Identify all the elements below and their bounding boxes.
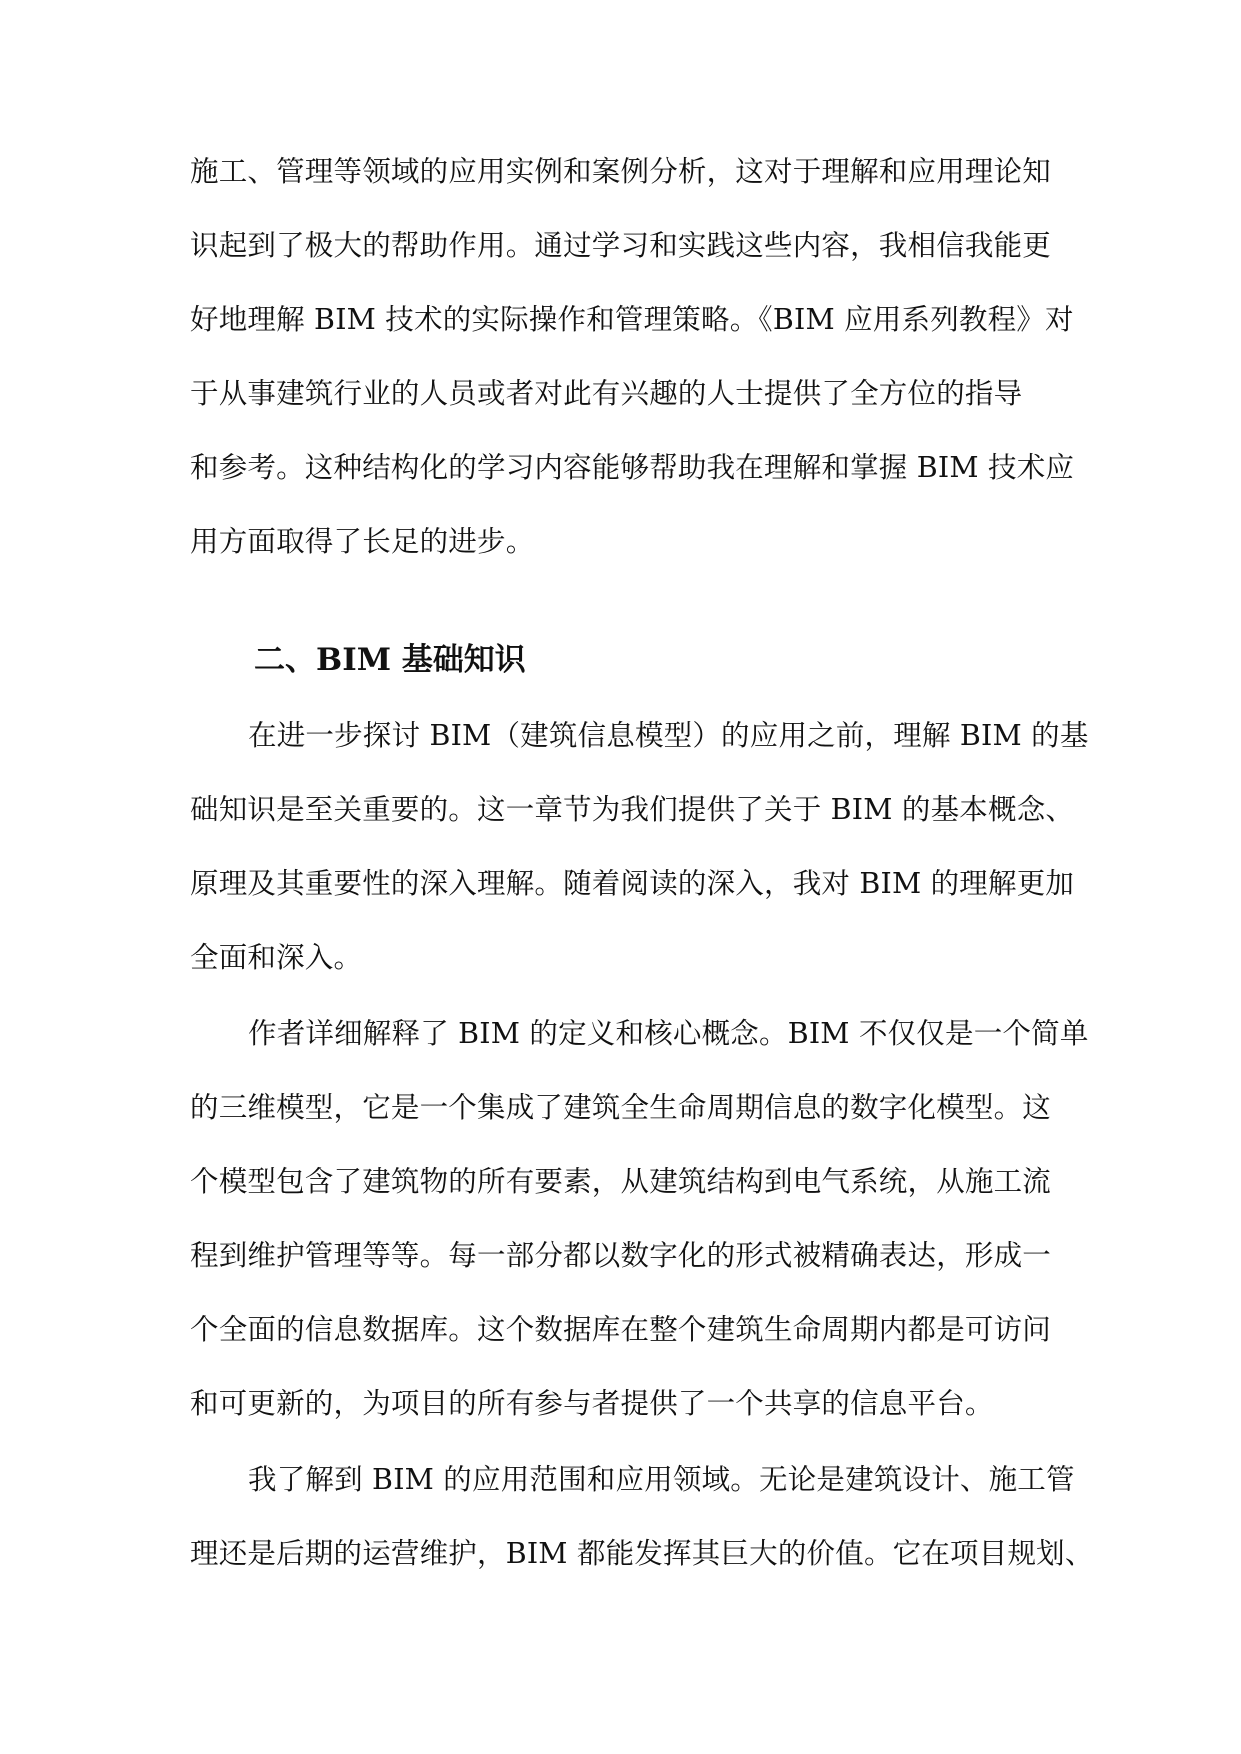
intro-line-5: 和参考。这种结构化的学习内容能够帮助我在理解和掌握 BIM 技术应	[190, 451, 1075, 484]
section-heading: 二、BIM 基础知识	[254, 642, 526, 678]
intro-line-6: 用方面取得了长足的进步。	[190, 525, 535, 558]
intro-line-3: 好地理解 BIM 技术的实际操作和管理策略。《BIM 应用系列教程》对	[190, 303, 1074, 336]
paragraph-2-line-3: 个模型包含了建筑物的所有要素，从建筑结构到电气系统，从施工流	[190, 1165, 1052, 1198]
paragraph-3-line-1: 我了解到 BIM 的应用范围和应用领域。无论是建筑设计、施工管	[248, 1463, 1075, 1496]
paragraph-2-line-5: 个全面的信息数据库。这个数据库在整个建筑生命周期内都是可访问	[190, 1313, 1052, 1346]
paragraph-2-line-6: 和可更新的，为项目的所有参与者提供了一个共享的信息平台。	[190, 1387, 994, 1420]
intro-line-1: 施工、管理等领域的应用实例和案例分析，这对于理解和应用理论知	[190, 155, 1052, 188]
paragraph-2-line-4: 程到维护管理等等。每一部分都以数字化的形式被精确表达，形成一	[190, 1239, 1052, 1272]
intro-line-4: 于从事建筑行业的人员或者对此有兴趣的人士提供了全方位的指导	[190, 377, 1023, 410]
paragraph-1-line-1: 在进一步探讨 BIM（建筑信息模型）的应用之前，理解 BIM 的基	[248, 719, 1089, 752]
paragraph-2-line-1: 作者详细解释了 BIM 的定义和核心概念。BIM 不仅仅是一个简单	[248, 1017, 1089, 1050]
paragraph-1-line-4: 全面和深入。	[190, 941, 363, 974]
intro-line-2: 识起到了极大的帮助作用。通过学习和实践这些内容，我相信我能更	[190, 229, 1052, 262]
paragraph-2-line-2: 的三维模型，它是一个集成了建筑全生命周期信息的数字化模型。这	[190, 1091, 1052, 1124]
paragraph-3-line-2: 理还是后期的运营维护，BIM 都能发挥其巨大的价值。它在项目规划、	[190, 1537, 1094, 1570]
paragraph-1-line-2: 础知识是至关重要的。这一章节为我们提供了关于 BIM 的基本概念、	[190, 793, 1075, 826]
paragraph-1-line-3: 原理及其重要性的深入理解。随着阅读的深入，我对 BIM 的理解更加	[190, 867, 1075, 900]
